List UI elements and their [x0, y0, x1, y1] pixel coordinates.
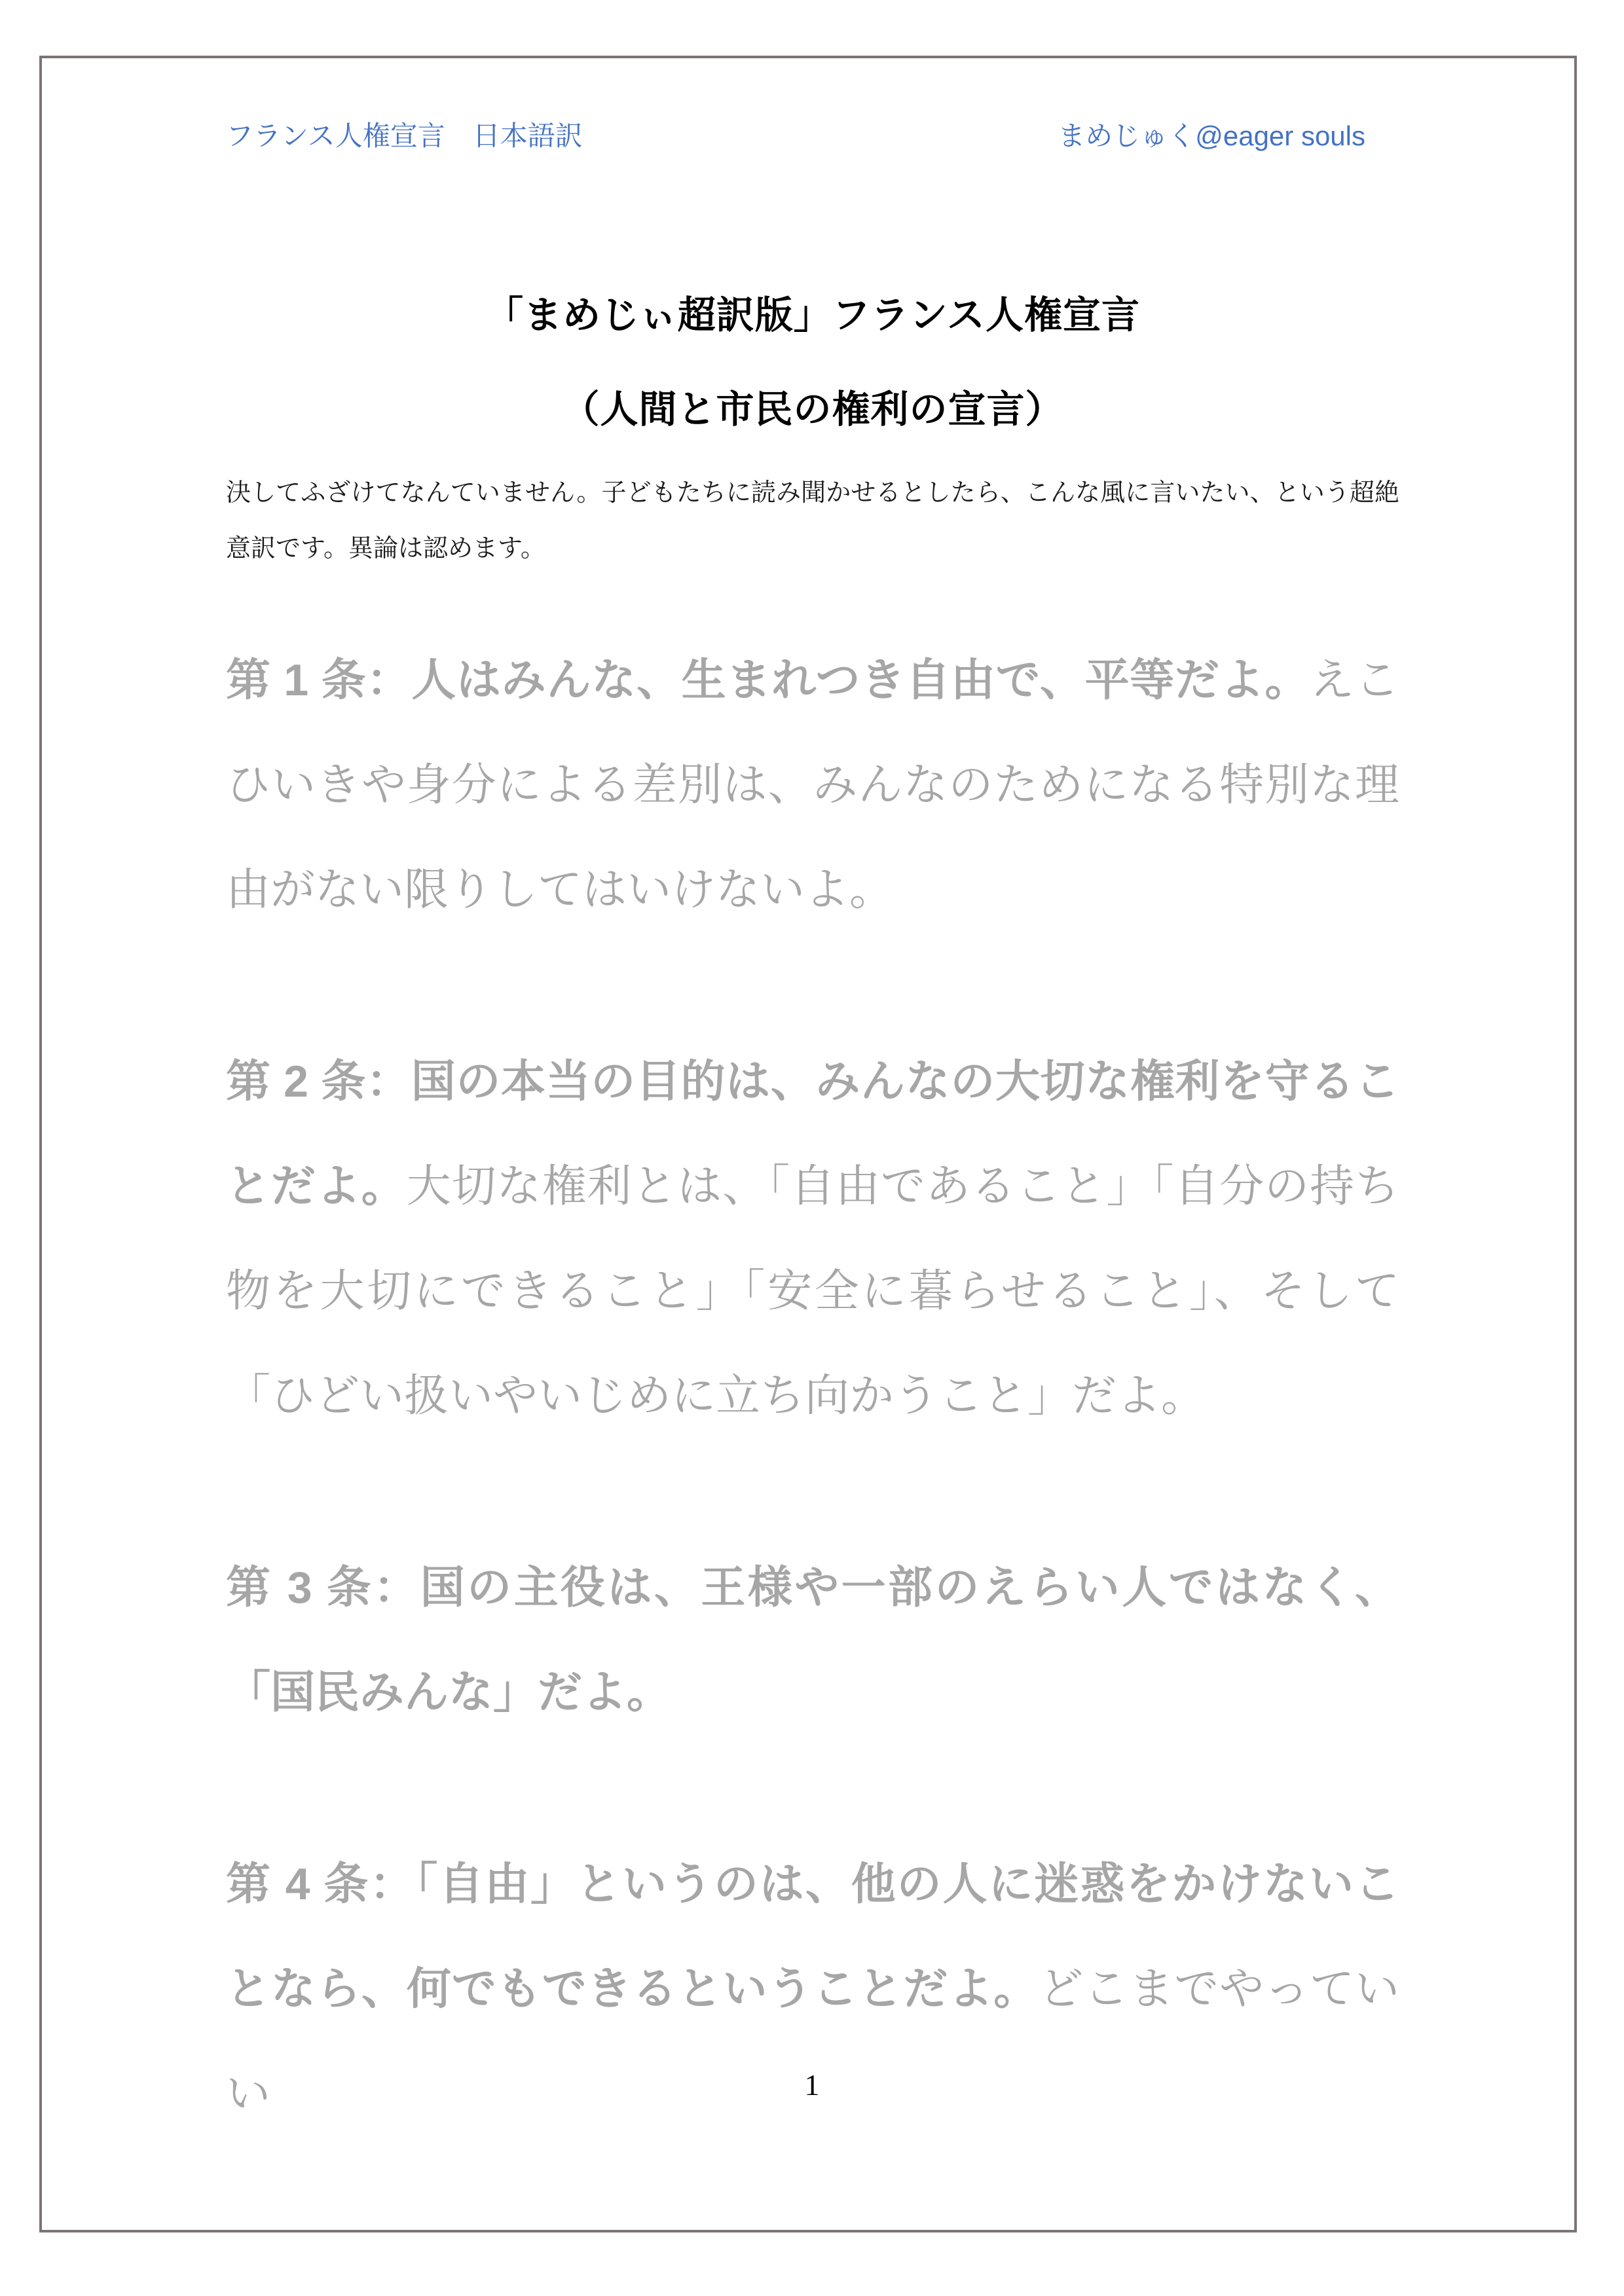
page-content — [226, 120, 1399, 2233]
article-1-lead: 第 1 条：人はみんな、生まれつき自由で、平等だよ。 — [226, 655, 1310, 705]
header-left-text: フランス人権宣言 日本語訳 — [226, 120, 583, 151]
header-right-text: まめじゅく@eager souls — [1058, 120, 1365, 151]
article-1-rest: えこひいきや身分による差別は、みんなのためになる特別な理由がない限りしてはいけないよ。 — [226, 655, 1399, 915]
article-4-lead: 第 4 条：「自由」というのは、他の人に迷惑をかけないことなら、何でもできるということだよ。 — [226, 1859, 1399, 2014]
article-3-lead: 第 3 条：国の主役は、王様や一部のえらい人ではなく、「国民みんな」だよ。 — [226, 1563, 1399, 1717]
article-paragraph-1 — [226, 628, 1399, 942]
article-4-rest: どこまでやっていい — [226, 1964, 1399, 2119]
article-paragraph-2 — [226, 1029, 1399, 1448]
page-header — [226, 120, 1399, 153]
article-paragraph-3 — [226, 1535, 1399, 1745]
document-subtitle: （人間と市民の権利の宣言） — [561, 388, 1064, 431]
article-list — [226, 628, 1399, 2146]
document-title: 「まめじぃ超訳版」フランス人権宣言 — [485, 294, 1141, 337]
intro-paragraph: 決してふざけてなんていません。子どもたちに読み聞かせるとしたら、こんな風に言いたい、という超絶意訳です。異論は認めます。 — [226, 479, 1399, 562]
article-2-rest: 大切な権利とは、「自由であること」「自分の持ち物を大切にできること」「安全に暮らせること」、そして「ひどい扱いやいじめに立ち向かうこと」だよ。 — [226, 1161, 1399, 1421]
page-number: 1 — [804, 2068, 820, 2102]
article-2-lead: 第 2 条：国の本当の目的は、みんなの大切な権利を守ることだよ。 — [226, 1057, 1399, 1211]
